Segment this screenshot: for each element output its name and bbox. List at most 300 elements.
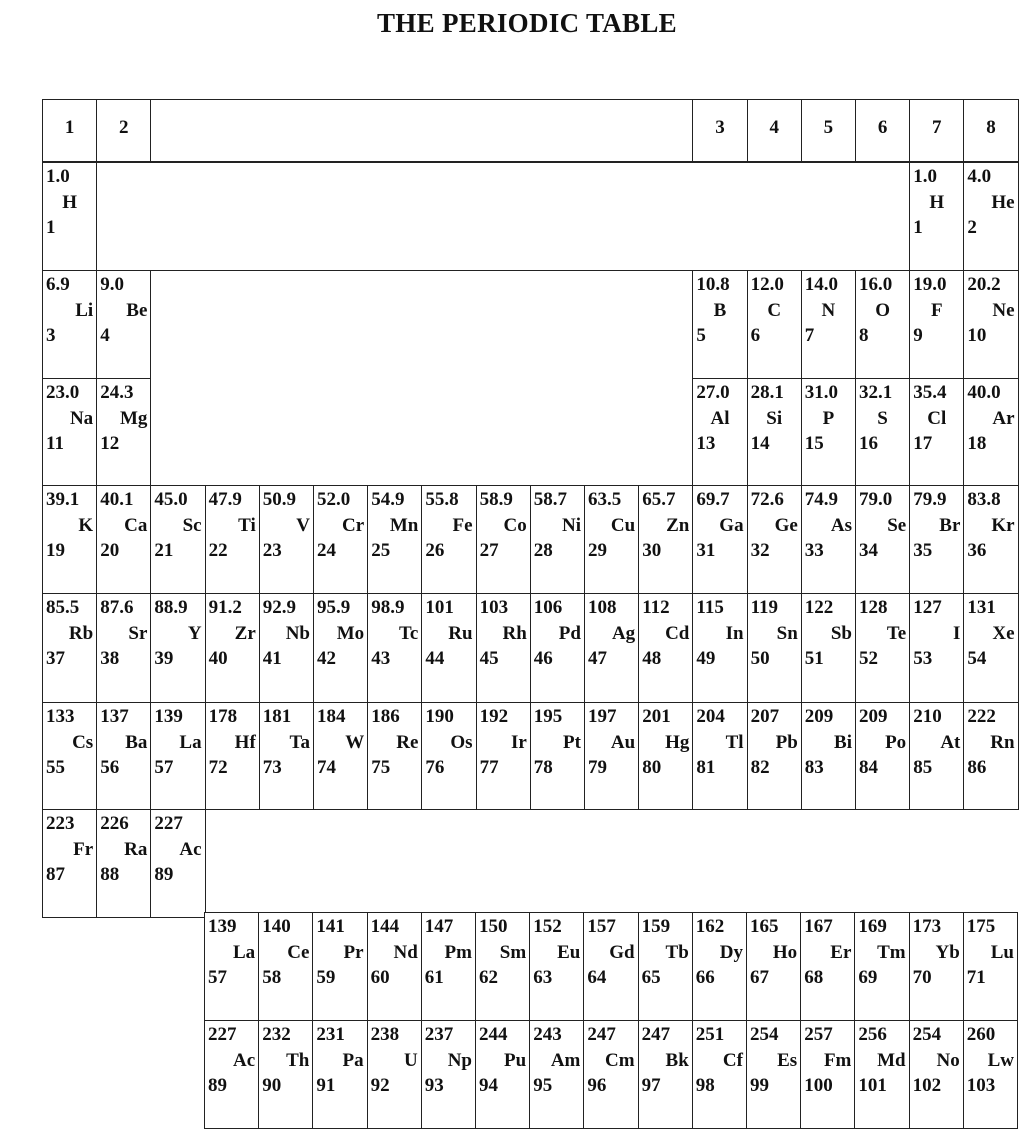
element-cell-at — [909, 702, 964, 810]
element-mass: 6.9 — [46, 274, 70, 295]
element-symbol: Os — [450, 732, 473, 753]
element-mass: 88.9 — [154, 597, 188, 618]
element-cell-ac — [150, 809, 205, 918]
element-cell-pu — [475, 1020, 530, 1129]
element-symbol: Lu — [990, 942, 1014, 963]
element-atomic-number: 36 — [967, 540, 987, 561]
element-atomic-number: 66 — [695, 967, 715, 988]
element-symbol: C — [767, 300, 782, 321]
element-atomic-number: 76 — [425, 757, 445, 778]
element-mass: 9.0 — [100, 274, 124, 295]
element-symbol: Mo — [336, 623, 365, 644]
element-symbol: Pu — [504, 1050, 527, 1071]
element-symbol: Bi — [834, 732, 852, 753]
element-mass: 19.0 — [913, 274, 947, 295]
element-cell-n — [801, 270, 856, 379]
element-atomic-number: 103 — [966, 1075, 996, 1096]
group-header-4: 4 — [747, 99, 802, 162]
element-mass: 209 — [859, 706, 888, 727]
group-header-8: 8 — [963, 99, 1018, 162]
element-cell-rb — [42, 593, 97, 703]
element-mass: 227 — [154, 813, 183, 834]
element-mass: 232 — [262, 1024, 291, 1045]
element-mass: 140 — [262, 916, 291, 937]
element-atomic-number: 39 — [154, 648, 174, 669]
element-atomic-number: 7 — [804, 325, 815, 346]
element-symbol: Ru — [448, 623, 473, 644]
element-mass: 28.1 — [750, 382, 784, 403]
element-cell-ar — [963, 378, 1018, 486]
element-symbol: La — [233, 942, 256, 963]
element-mass: 223 — [46, 813, 75, 834]
element-symbol: Ga — [719, 515, 744, 536]
element-atomic-number: 55 — [46, 757, 65, 778]
element-mass: 181 — [262, 706, 292, 727]
element-mass: 52.0 — [317, 489, 351, 510]
element-symbol: Pr — [343, 942, 364, 963]
element-atomic-number: 84 — [859, 757, 878, 778]
element-mass: 139 — [208, 916, 237, 937]
element-cell-he — [963, 162, 1018, 271]
element-mass: 209 — [804, 706, 834, 727]
element-atomic-number: 50 — [750, 648, 770, 669]
element-mass: 260 — [966, 1024, 996, 1045]
element-atomic-number: 87 — [46, 864, 65, 885]
element-mass: 256 — [858, 1024, 887, 1045]
element-atomic-number: 95 — [533, 1075, 553, 1096]
element-cell-la — [204, 912, 259, 1021]
group-header-2: 2 — [96, 99, 151, 162]
element-symbol: Nb — [285, 623, 310, 644]
element-symbol: Md — [877, 1050, 906, 1071]
element-cell-os — [421, 702, 476, 810]
element-mass: 251 — [695, 1024, 725, 1045]
element-cell-v — [259, 485, 314, 594]
element-cell-eu — [529, 912, 584, 1021]
element-symbol: Hf — [234, 732, 256, 753]
element-symbol: Sc — [182, 515, 202, 536]
element-mass: 222 — [967, 706, 996, 727]
element-cell-ba — [96, 702, 151, 810]
group-header-6: 6 — [855, 99, 910, 162]
element-mass: 83.8 — [967, 489, 1001, 510]
element-symbol: Be — [126, 300, 148, 321]
element-symbol: Cu — [610, 515, 636, 536]
element-atomic-number: 77 — [479, 757, 499, 778]
element-symbol: Cs — [72, 732, 94, 753]
element-symbol: Ne — [992, 300, 1015, 321]
element-atomic-number: 11 — [46, 433, 64, 454]
element-mass: 139 — [154, 706, 183, 727]
element-cell-er — [800, 912, 855, 1021]
element-cell-dy — [692, 912, 747, 1021]
element-mass: 35.4 — [913, 382, 947, 403]
element-mass: 159 — [641, 916, 671, 937]
element-mass: 144 — [370, 916, 400, 937]
element-atomic-number: 48 — [642, 648, 662, 669]
element-mass: 1.0 — [46, 166, 70, 187]
element-symbol: Nd — [393, 942, 418, 963]
element-atomic-number: 37 — [46, 648, 65, 669]
element-atomic-number: 99 — [750, 1075, 769, 1096]
element-mass: 95.9 — [317, 597, 351, 618]
element-symbol: B — [713, 300, 727, 321]
element-cell-pa — [312, 1020, 367, 1129]
element-symbol: Ti — [238, 515, 256, 536]
element-mass: 32.1 — [859, 382, 893, 403]
element-mass: 92.9 — [262, 597, 297, 618]
element-atomic-number: 97 — [641, 1075, 661, 1096]
element-symbol: Fe — [452, 515, 473, 536]
element-mass: 55.8 — [425, 489, 459, 510]
element-cell-se — [855, 485, 910, 594]
element-symbol: Np — [447, 1050, 472, 1071]
element-atomic-number: 3 — [46, 325, 56, 346]
element-atomic-number: 56 — [100, 757, 120, 778]
table-frame — [42, 162, 1019, 271]
element-atomic-number: 59 — [316, 967, 336, 988]
element-mass: 108 — [588, 597, 617, 618]
element-atomic-number: 67 — [750, 967, 769, 988]
element-mass: 244 — [479, 1024, 508, 1045]
element-atomic-number: 89 — [208, 1075, 227, 1096]
element-mass: 106 — [533, 597, 563, 618]
element-mass: 131 — [967, 597, 996, 618]
element-mass: 91.2 — [208, 597, 242, 618]
element-symbol: Eu — [557, 942, 581, 963]
element-mass: 243 — [533, 1024, 562, 1045]
element-mass: 210 — [913, 706, 942, 727]
element-atomic-number: 18 — [967, 433, 987, 454]
element-atomic-number: 82 — [750, 757, 770, 778]
element-mass: 150 — [479, 916, 508, 937]
element-cell-tb — [638, 912, 693, 1021]
element-atomic-number: 98 — [695, 1075, 715, 1096]
element-symbol: Pm — [444, 942, 472, 963]
element-symbol: Se — [887, 515, 907, 536]
element-symbol: Ce — [287, 942, 310, 963]
element-symbol: Ni — [561, 515, 581, 536]
element-symbol: Xe — [992, 623, 1015, 644]
element-symbol: H — [929, 192, 945, 213]
element-symbol: Re — [396, 732, 419, 753]
element-cell-ca — [96, 485, 151, 594]
element-cell-ac — [204, 1020, 259, 1129]
element-mass: 63.5 — [588, 489, 622, 510]
element-cell-xe — [963, 593, 1018, 703]
element-cell-es — [746, 1020, 801, 1129]
element-symbol: Au — [610, 732, 636, 753]
element-symbol: Es — [777, 1050, 798, 1071]
element-symbol: S — [877, 408, 888, 429]
element-atomic-number: 93 — [424, 1075, 444, 1096]
element-symbol: La — [179, 732, 202, 753]
element-atomic-number: 43 — [371, 648, 391, 669]
element-atomic-number: 74 — [317, 757, 336, 778]
element-atomic-number: 64 — [587, 967, 607, 988]
element-atomic-number: 24 — [317, 540, 336, 561]
element-atomic-number: 94 — [479, 1075, 498, 1096]
element-atomic-number: 100 — [804, 1075, 833, 1096]
element-cell-fr — [42, 809, 97, 918]
element-symbol: Y — [187, 623, 202, 644]
element-atomic-number: 2 — [967, 217, 977, 238]
element-cell-sr — [96, 593, 151, 703]
element-symbol: Tc — [399, 623, 419, 644]
element-mass: 173 — [912, 916, 942, 937]
element-symbol: No — [936, 1050, 960, 1071]
element-mass: 24.3 — [100, 382, 134, 403]
element-atomic-number: 78 — [533, 757, 553, 778]
element-atomic-number: 35 — [913, 540, 933, 561]
element-mass: 133 — [46, 706, 75, 727]
element-atomic-number: 15 — [804, 433, 824, 454]
element-atomic-number: 49 — [696, 648, 716, 669]
element-cell-bk — [638, 1020, 693, 1129]
element-mass: 85.5 — [46, 597, 80, 618]
element-cell-sc — [150, 485, 205, 594]
element-cell-p — [801, 378, 856, 486]
element-cell-s — [855, 378, 910, 486]
element-mass: 238 — [370, 1024, 400, 1045]
element-mass: 197 — [588, 706, 617, 727]
element-mass: 127 — [913, 597, 942, 618]
element-mass: 58.7 — [533, 489, 568, 510]
element-atomic-number: 45 — [479, 648, 499, 669]
element-symbol: Sb — [830, 623, 852, 644]
element-atomic-number: 1 — [46, 217, 56, 238]
element-atomic-number: 33 — [804, 540, 824, 561]
element-atomic-number: 86 — [967, 757, 987, 778]
element-symbol: Sm — [499, 942, 527, 963]
element-atomic-number: 92 — [370, 1075, 390, 1096]
element-cell-cl — [909, 378, 964, 486]
element-atomic-number: 81 — [696, 757, 716, 778]
element-mass: 167 — [804, 916, 833, 937]
element-symbol: Ir — [510, 732, 527, 753]
element-symbol: Ba — [125, 732, 148, 753]
element-cell-zr — [205, 593, 260, 703]
element-cell-hg — [638, 702, 693, 810]
element-atomic-number: 69 — [858, 967, 878, 988]
element-atomic-number: 63 — [533, 967, 553, 988]
element-mass: 79.0 — [859, 489, 893, 510]
element-cell-c — [747, 270, 802, 379]
element-symbol: Ac — [233, 1050, 256, 1071]
element-cell-gd — [583, 912, 638, 1021]
element-atomic-number: 22 — [208, 540, 228, 561]
element-mass: 247 — [587, 1024, 616, 1045]
element-mass: 10.8 — [696, 274, 730, 295]
element-atomic-number: 51 — [804, 648, 824, 669]
element-symbol: Si — [766, 408, 783, 429]
element-cell-ir — [476, 702, 531, 810]
element-mass: 23.0 — [46, 382, 80, 403]
element-mass: 254 — [912, 1024, 942, 1045]
element-atomic-number: 26 — [425, 540, 445, 561]
element-mass: 87.6 — [100, 597, 134, 618]
element-atomic-number: 57 — [154, 757, 174, 778]
element-atomic-number: 44 — [425, 648, 445, 669]
element-mass: 165 — [750, 916, 779, 937]
element-cell-fe — [421, 485, 476, 594]
element-cell-lw — [963, 1020, 1018, 1129]
element-symbol: Fr — [73, 839, 94, 860]
element-symbol: Kr — [991, 515, 1015, 536]
element-mass: 257 — [804, 1024, 833, 1045]
element-mass: 227 — [208, 1024, 237, 1045]
element-cell-cd — [638, 593, 693, 703]
element-mass: 195 — [533, 706, 563, 727]
element-mass: 50.9 — [262, 489, 297, 510]
element-mass: 79.9 — [913, 489, 947, 510]
element-cell-fm — [800, 1020, 855, 1129]
element-atomic-number: 6 — [750, 325, 761, 346]
element-mass: 147 — [424, 916, 454, 937]
element-cell-si — [747, 378, 802, 486]
element-symbol: N — [821, 300, 836, 321]
element-symbol: Th — [286, 1050, 310, 1071]
element-atomic-number: 79 — [588, 757, 607, 778]
element-cell-cf — [692, 1020, 747, 1129]
element-cell-ho — [746, 912, 801, 1021]
group-header-3: 3 — [692, 99, 747, 162]
element-atomic-number: 42 — [317, 648, 336, 669]
element-mass: 40.1 — [100, 489, 134, 510]
element-atomic-number: 89 — [154, 864, 174, 885]
element-symbol: P — [822, 408, 835, 429]
element-symbol: Cf — [722, 1050, 743, 1071]
element-cell-mo — [313, 593, 368, 703]
element-symbol: Lw — [987, 1050, 1014, 1071]
element-cell-no — [909, 1020, 964, 1129]
element-symbol: H — [62, 192, 77, 213]
element-atomic-number: 46 — [533, 648, 553, 669]
element-atomic-number: 90 — [262, 1075, 282, 1096]
element-mass: 137 — [100, 706, 129, 727]
group-header-1: 1 — [42, 99, 97, 162]
element-mass: 65.7 — [642, 489, 676, 510]
element-atomic-number: 52 — [859, 648, 878, 669]
element-symbol: Cr — [342, 515, 365, 536]
element-mass: 190 — [425, 706, 454, 727]
element-symbol: W — [345, 732, 365, 753]
element-symbol: Sr — [128, 623, 148, 644]
element-cell-in — [692, 593, 747, 703]
element-cell-cu — [584, 485, 639, 594]
element-cell-sm — [475, 912, 530, 1021]
element-atomic-number: 16 — [859, 433, 878, 454]
element-atomic-number: 34 — [859, 540, 878, 561]
element-atomic-number: 32 — [750, 540, 770, 561]
element-mass: 152 — [533, 916, 562, 937]
element-atomic-number: 19 — [46, 540, 65, 561]
element-mass: 112 — [642, 597, 670, 618]
element-cell-nd — [367, 912, 422, 1021]
element-mass: 74.9 — [804, 489, 839, 510]
element-mass: 12.0 — [750, 274, 784, 295]
element-atomic-number: 10 — [967, 325, 987, 346]
element-atomic-number: 75 — [371, 757, 391, 778]
element-atomic-number: 61 — [424, 967, 444, 988]
element-symbol: Ra — [124, 839, 148, 860]
element-cell-yb — [909, 912, 964, 1021]
element-atomic-number: 12 — [100, 433, 120, 454]
element-atomic-number: 96 — [587, 1075, 607, 1096]
element-cell-pr — [312, 912, 367, 1021]
element-atomic-number: 41 — [262, 648, 282, 669]
element-cell-sn — [747, 593, 802, 703]
element-cell-li — [42, 270, 97, 379]
element-symbol: Pt — [563, 732, 581, 753]
element-atomic-number: 80 — [642, 757, 662, 778]
element-atomic-number: 20 — [100, 540, 120, 561]
element-atomic-number: 29 — [588, 540, 607, 561]
element-cell-pt — [530, 702, 585, 810]
element-symbol: Ge — [774, 515, 798, 536]
element-atomic-number: 13 — [696, 433, 716, 454]
element-mass: 103 — [479, 597, 509, 618]
element-symbol: U — [404, 1050, 418, 1071]
element-symbol: At — [940, 732, 961, 753]
element-symbol: Er — [830, 942, 852, 963]
element-symbol: Ta — [289, 732, 310, 753]
element-cell-ne — [963, 270, 1018, 379]
element-mass: 231 — [316, 1024, 345, 1045]
element-cell-tm — [854, 912, 909, 1021]
element-symbol: As — [830, 515, 852, 536]
element-atomic-number: 23 — [262, 540, 282, 561]
element-atomic-number: 57 — [208, 967, 227, 988]
element-cell-th — [258, 1020, 313, 1129]
element-atomic-number: 14 — [750, 433, 770, 454]
element-cell-cm — [583, 1020, 638, 1129]
element-cell-h — [42, 162, 97, 271]
element-cell-ag — [584, 593, 639, 703]
element-cell-np — [421, 1020, 476, 1129]
element-symbol: Ag — [611, 623, 636, 644]
element-atomic-number: 72 — [208, 757, 228, 778]
element-symbol: Cd — [665, 623, 690, 644]
element-cell-co — [476, 485, 531, 594]
element-symbol: Zn — [666, 515, 690, 536]
element-symbol: Bk — [665, 1050, 689, 1071]
element-mass: 47.9 — [208, 489, 242, 510]
element-cell-w — [313, 702, 368, 810]
element-atomic-number: 53 — [913, 648, 933, 669]
element-mass: 226 — [100, 813, 129, 834]
element-symbol: Mg — [119, 408, 148, 429]
element-mass: 184 — [317, 706, 346, 727]
element-symbol: Hg — [665, 732, 690, 753]
element-mass: 20.2 — [967, 274, 1001, 295]
element-symbol: Na — [69, 408, 94, 429]
element-cell-ce — [258, 912, 313, 1021]
element-mass: 186 — [371, 706, 400, 727]
element-mass: 16.0 — [859, 274, 893, 295]
element-atomic-number: 5 — [696, 325, 706, 346]
element-cell-rn — [963, 702, 1018, 810]
element-atomic-number: 70 — [912, 967, 932, 988]
element-symbol: Li — [75, 300, 94, 321]
element-mass: 39.1 — [46, 489, 80, 510]
element-mass: 237 — [424, 1024, 454, 1045]
element-atomic-number: 83 — [804, 757, 824, 778]
element-mass: 128 — [859, 597, 888, 618]
element-atomic-number: 91 — [316, 1075, 336, 1096]
element-mass: 40.0 — [967, 382, 1001, 403]
element-atomic-number: 30 — [642, 540, 662, 561]
